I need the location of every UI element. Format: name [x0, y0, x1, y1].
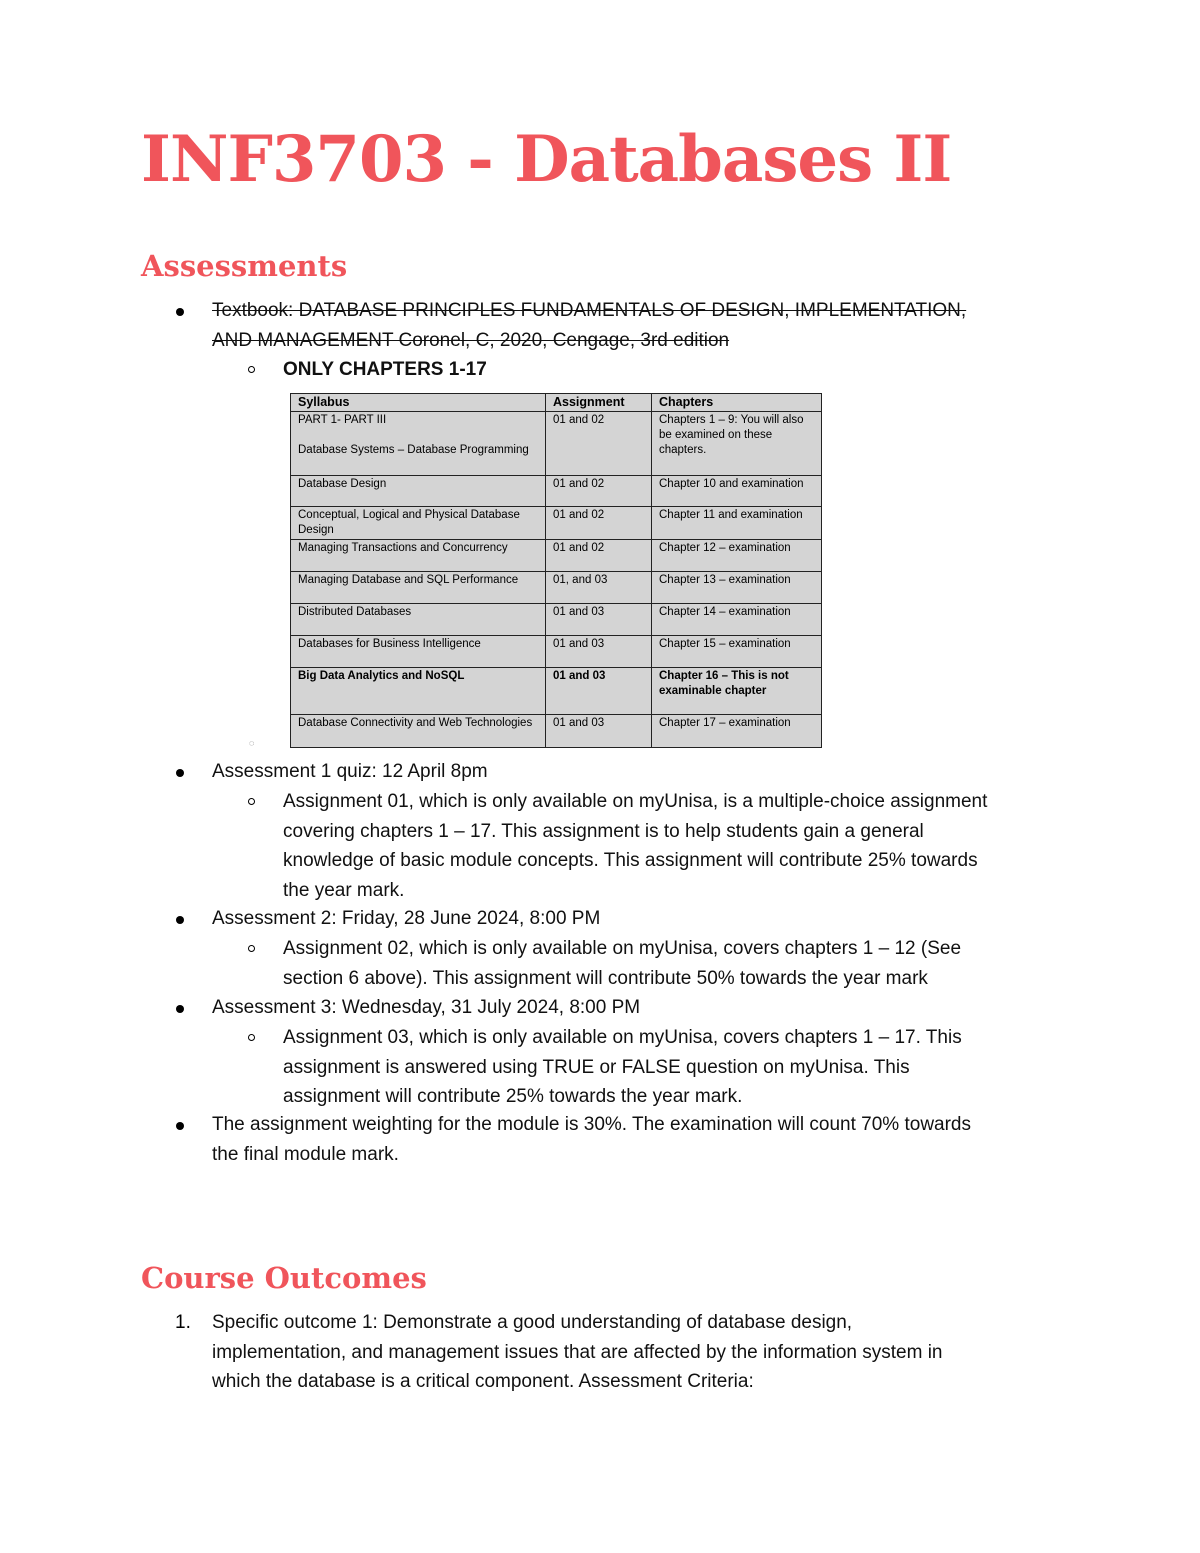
sub-bullet-icon [248, 945, 255, 952]
syllabus-table [290, 393, 822, 748]
bullet-icon [176, 769, 184, 777]
course-outcomes-heading: Course Outcomes [141, 1261, 427, 1295]
assessment-3-detail: Assignment 03, which is only available on myUnisa, covers chapters 1 – 17. This assignment is answered using TRUE or FALSE question on myUnisa. This assignment will contribute 25% towards the year mark. [283, 1027, 962, 1107]
assignment-cell: 01, and 03 [546, 572, 652, 604]
outcome-1: Specific outcome 1: Demonstrate a good understanding of database design, implementation, and management issues that are affected by the information system in which the database is a critical component. Assessment Criteria: [212, 1312, 943, 1392]
syllabus-cell: Distributed Databases [291, 604, 546, 636]
assessment-1-detail: Assignment 01, which is only available on myUnisa, is a multiple-choice assignment covering chapters 1 – 17. This assignment is to help students gain a general knowledge of basic module concepts. This assignment will contribute 25% towards the year mark. [283, 791, 988, 901]
table-row [291, 715, 822, 748]
weighting-item: The assignment weighting for the module is 30%. The examination will count 70% towards the final module mark. [212, 1114, 971, 1165]
assessment-3-label: Assessment 3: Wednesday, 31 July 2024, 8:00 PM [212, 997, 641, 1018]
syllabus-cell: Databases for Business Intelligence [291, 636, 546, 668]
bullet-icon [176, 916, 184, 924]
table-header-row [291, 394, 822, 412]
sub-bullet-icon [248, 366, 255, 373]
chapters-cell: Chapter 17 – examination [652, 715, 822, 748]
assignment-cell: 01 and 03 [546, 604, 652, 636]
chapters-cell: Chapters 1 – 9: You will also be examined on these chapters. [652, 412, 822, 476]
chapters-cell: Chapter 10 and examination [652, 476, 822, 507]
bullet-icon [176, 308, 184, 316]
assignment-cell: 01 and 02 [546, 540, 652, 572]
table-row [291, 476, 822, 507]
table-row [291, 636, 822, 668]
assignment-cell: 01 and 03 [546, 668, 652, 715]
header-chapters: Chapters [652, 394, 822, 412]
chapters-cell: Chapter 13 – examination [652, 572, 822, 604]
assessment-1-label: Assessment 1 quiz: 12 April 8pm [212, 761, 488, 782]
assessment-2-label: Assessment 2: Friday, 28 June 2024, 8:00 PM [212, 908, 601, 929]
assessment-2-detail: Assignment 02, which is only available on myUnisa, covers chapters 1 – 12 (See section 6 above). This assignment will contribute 50% towards the year mark [283, 938, 962, 989]
syllabus-cell: Conceptual, Logical and Physical Database Design [291, 507, 546, 540]
table-row [291, 412, 822, 476]
syllabus-cell: Managing Database and SQL Performance [291, 572, 546, 604]
outcome-number: 1. [175, 1312, 191, 1333]
table-row [291, 572, 822, 604]
assignment-cell: 01 and 02 [546, 412, 652, 476]
table-row [291, 604, 822, 636]
table-row [291, 668, 822, 715]
header-syllabus: Syllabus [291, 394, 546, 412]
syllabus-cell: Database Design [291, 476, 546, 507]
assignment-cell: 01 and 03 [546, 636, 652, 668]
chapters-cell: Chapter 16 – This is not examinable chapter [652, 668, 822, 715]
page-title: INF3703 - Databases II [141, 122, 952, 197]
syllabus-cell: PART 1- PART III Database Systems – Database Programming [291, 412, 546, 476]
assignment-cell: 01 and 02 [546, 476, 652, 507]
sub-bullet-icon [248, 1034, 255, 1041]
syllabus-cell: Database Connectivity and Web Technologies [291, 715, 546, 748]
table-row [291, 507, 822, 540]
chapters-cell: Chapter 14 – examination [652, 604, 822, 636]
assessments-heading: Assessments [141, 249, 348, 283]
chapters-cell: Chapter 15 – examination [652, 636, 822, 668]
table-row [291, 540, 822, 572]
textbook-item: Textbook: DATABASE PRINCIPLES FUNDAMENTALS OF DESIGN, IMPLEMENTATION, AND MANAGEMENT Coronel, C, 2020, Cengage, 3rd edition [212, 300, 967, 351]
assignment-cell: 01 and 02 [546, 507, 652, 540]
syllabus-cell: Big Data Analytics and NoSQL [291, 668, 546, 715]
header-assignment: Assignment [546, 394, 652, 412]
assignment-cell: 01 and 03 [546, 715, 652, 748]
bullet-icon [176, 1122, 184, 1130]
chapters-cell: Chapter 12 – examination [652, 540, 822, 572]
bullet-icon [176, 1005, 184, 1013]
image-anchor-icon: ◌ [249, 738, 255, 748]
syllabus-cell: Managing Transactions and Concurrency [291, 540, 546, 572]
chapters-cell: Chapter 11 and examination [652, 507, 822, 540]
only-chapters-note: ONLY CHAPTERS 1-17 [283, 359, 487, 380]
sub-bullet-icon [248, 798, 255, 805]
